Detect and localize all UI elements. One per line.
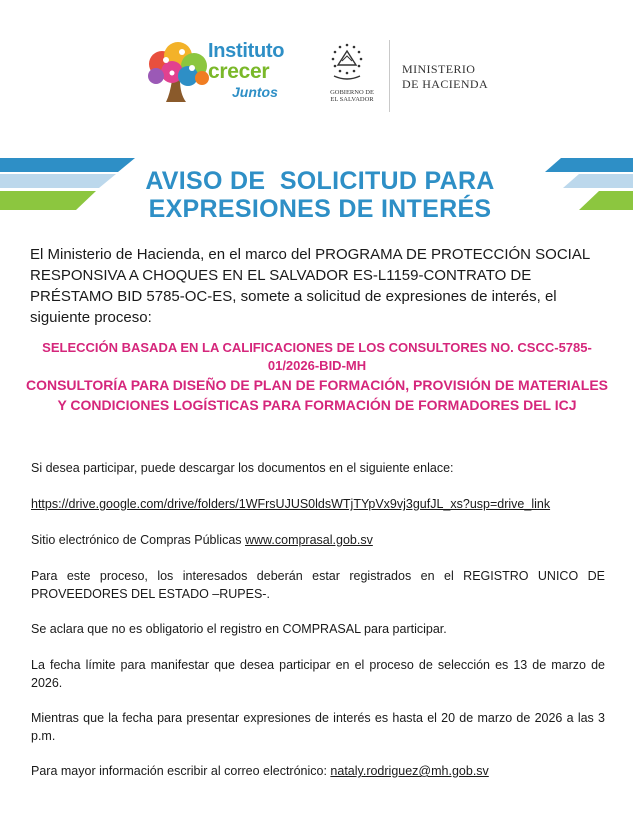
rupes-paragraph: Para este proceso, los interesados deberán estar registrados en el REGISTRO UNICO DE PROVEEDORES DEL ESTADO –RUPES-. <box>31 569 605 601</box>
title-line-2: EXPRESIONES DE INTERÉS <box>148 195 492 223</box>
drive-link-line <box>31 495 605 513</box>
contact-email-link[interactable]: nataly.rodriguez@mh.gob.sv <box>330 764 489 778</box>
ministry-line-2: DE HACIENDA <box>402 77 489 91</box>
logo-line-juntos: Juntos <box>232 84 278 100</box>
page-title <box>100 167 540 223</box>
ministry-name <box>402 62 488 92</box>
coat-of-arms-icon <box>328 42 366 84</box>
logo-line-instituto: Instituto <box>208 40 285 62</box>
contact-label: Para mayor información escribir al correo electrónico: <box>31 764 331 778</box>
submission-deadline: Mientras que la fecha para presentar expresiones de interés es hasta el 20 de marzo de 2026 a las 3 p.m. <box>31 711 605 743</box>
ministry-line-1: MINISTERIO <box>402 62 476 76</box>
header-divider <box>389 40 390 112</box>
tree-logo-icon <box>142 40 214 106</box>
contact-line <box>31 762 605 780</box>
selection-process-heading: SELECCIÓN BASADA EN LA CALIFICACIONES DE LOS CONSULTORES NO. CSCC-5785-01/2026-BID-MH <box>42 340 592 373</box>
comprasal-line <box>31 531 605 549</box>
right-stripes-decoration <box>545 158 633 210</box>
intro-paragraph: El Ministerio de Hacienda, en el marco del PROGRAMA DE PROTECCIÓN SOCIAL RESPONSIVA A CHOQUES EN EL SALVADOR ES-L1159-CONTRATO DE PRÉSTAMO BID 5785-OC-ES, somete a solicitud de expresiones de interés, el siguiente proceso: <box>30 246 590 326</box>
participation-deadline: La fecha límite para manifestar que desea participar en el proceso de selección es 13 de marzo de 2026. <box>31 658 605 690</box>
drive-link[interactable]: https://drive.google.com/drive/folders/1WFrsUJUS0ldsWTjTYpVx9vj3gufJL_xs?usp=drive_link <box>31 497 551 511</box>
comprasal-link[interactable]: www.comprasal.gob.sv <box>245 533 373 547</box>
instituto-crecer-juntos-logo <box>208 41 300 99</box>
logo-line-crecer: crecer <box>208 60 270 83</box>
download-instructions: Si desea participar, puede descargar los documentos en el siguiente enlace: <box>31 461 454 475</box>
comprasal-clarification: Se aclara que no es obligatorio el registro en COMPRASAL para participar. <box>31 622 447 636</box>
government-caption: GOBIERNO DE EL SALVADOR <box>330 89 374 103</box>
comprasal-label: Sitio electrónico de Compras Públicas <box>31 533 245 547</box>
title-line-1: AVISO DE SOLICITUD PARA <box>145 167 495 195</box>
consultancy-heading: CONSULTORÍA PARA DISEÑO DE PLAN DE FORMACIÓN, PROVISIÓN DE MATERIALES Y CONDICIONES LOGÍSTICAS PARA FORMACIÓN DE FORMADORES DEL ICJ <box>25 377 609 413</box>
